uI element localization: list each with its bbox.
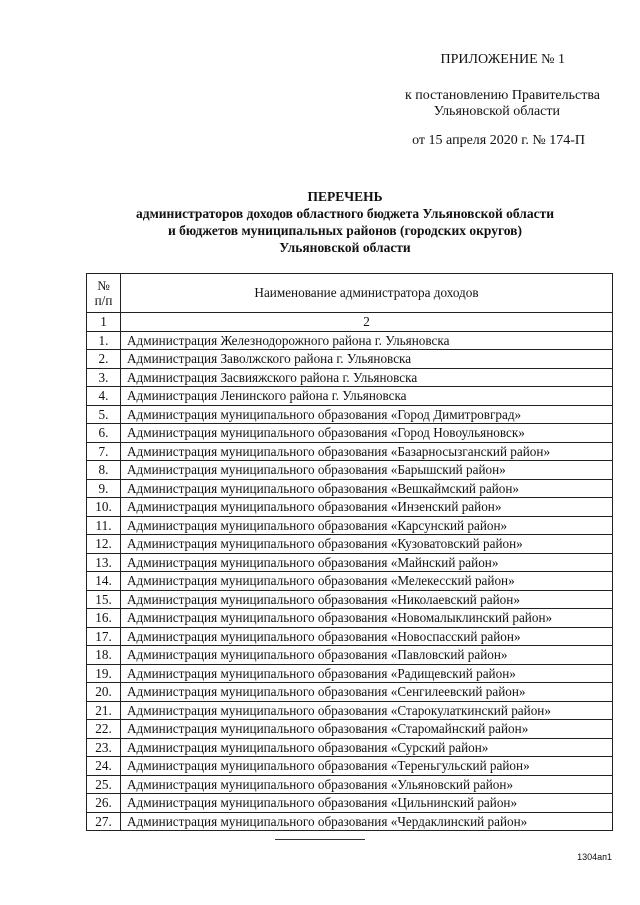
row-number: 20.	[87, 683, 121, 702]
row-number: 26.	[87, 794, 121, 813]
table-row	[87, 368, 613, 387]
row-number: 7.	[87, 442, 121, 461]
table-row	[87, 646, 613, 665]
administrator-name: Администрация муниципального образования «Город Димитровград»	[121, 405, 613, 424]
table-header-row	[87, 274, 613, 313]
row-number: 9.	[87, 479, 121, 498]
administrator-name: Администрация муниципального образования «Чердаклинский район»	[121, 812, 613, 831]
title-line-4: Ульяновской области	[279, 240, 411, 255]
administrator-name: Администрация муниципального образования «Мелекесский район»	[121, 572, 613, 591]
administrator-name: Администрация муниципального образования «Новомалыклинский район»	[121, 609, 613, 628]
table-row	[87, 535, 613, 554]
document-code: 1304ап1	[577, 852, 612, 862]
administrator-name: Администрация муниципального образования «Цильнинский район»	[121, 794, 613, 813]
administrator-name: Администрация муниципального образования «Радищевский район»	[121, 664, 613, 683]
appendix-label: ПРИЛОЖЕНИЕ № 1	[440, 52, 565, 67]
column-number-row	[87, 313, 613, 332]
administrator-name: Администрация Ленинского района г. Ульяновска	[121, 387, 613, 406]
row-number: 22.	[87, 720, 121, 739]
administrator-name: Администрация муниципального образования «Павловский район»	[121, 646, 613, 665]
row-number: 3.	[87, 368, 121, 387]
row-number: 6.	[87, 424, 121, 443]
table-row	[87, 350, 613, 369]
row-number: 16.	[87, 609, 121, 628]
administrator-name: Администрация муниципального образования «Ульяновский район»	[121, 775, 613, 794]
row-number: 17.	[87, 627, 121, 646]
header-name: Наименование администратора доходов	[121, 274, 613, 313]
administrator-name: Администрация муниципального образования «Инзенский район»	[121, 498, 613, 517]
row-number: 18.	[87, 646, 121, 665]
separator-line	[275, 839, 365, 840]
table-row	[87, 498, 613, 517]
table-row	[87, 757, 613, 776]
administrator-name: Администрация муниципального образования «Майнский район»	[121, 553, 613, 572]
resolution-ref-region: Ульяновской области	[433, 104, 560, 119]
header-num-symbol: №	[97, 278, 110, 293]
table-row	[87, 479, 613, 498]
column-number-2: 2	[121, 313, 613, 332]
row-number: 10.	[87, 498, 121, 517]
table-row	[87, 590, 613, 609]
administrator-name: Администрация муниципального образования «Карсунский район»	[121, 516, 613, 535]
table-row	[87, 664, 613, 683]
administrator-name: Администрация муниципального образования «Вешкаймский район»	[121, 479, 613, 498]
table-row	[87, 553, 613, 572]
administrator-name: Администрация муниципального образования «Николаевский район»	[121, 590, 613, 609]
administrator-name: Администрация муниципального образования «Старокулаткинский район»	[121, 701, 613, 720]
row-number: 27.	[87, 812, 121, 831]
row-number: 24.	[87, 757, 121, 776]
administrator-name: Администрация муниципального образования «Сенгилеевский район»	[121, 683, 613, 702]
table-row	[87, 405, 613, 424]
row-number: 4.	[87, 387, 121, 406]
row-number: 12.	[87, 535, 121, 554]
table-row	[87, 442, 613, 461]
row-number: 8.	[87, 461, 121, 480]
table-row	[87, 738, 613, 757]
row-number: 2.	[87, 350, 121, 369]
table-row	[87, 331, 613, 350]
document-title	[90, 188, 600, 256]
table-row	[87, 461, 613, 480]
column-number-1: 1	[87, 313, 121, 332]
table-body	[87, 331, 613, 831]
administrator-name: Администрация муниципального образования «Базарносызганский район»	[121, 442, 613, 461]
administrator-name: Администрация муниципального образования «Новоспасский район»	[121, 627, 613, 646]
administrator-name: Администрация Заволжского района г. Ульяновска	[121, 350, 613, 369]
table-row	[87, 701, 613, 720]
table-row	[87, 812, 613, 831]
administrator-name: Администрация Засвияжского района г. Ульяновска	[121, 368, 613, 387]
administrator-name: Администрация муниципального образования «Сурский район»	[121, 738, 613, 757]
administrator-name: Администрация Железнодорожного района г. Ульяновска	[121, 331, 613, 350]
table-row	[87, 572, 613, 591]
administrator-name: Администрация муниципального образования «Кузоватовский район»	[121, 535, 613, 554]
table-row	[87, 775, 613, 794]
title-line-2: администраторов доходов областного бюджета Ульяновской области	[136, 206, 554, 221]
row-number: 14.	[87, 572, 121, 591]
table-row	[87, 627, 613, 646]
administrator-name: Администрация муниципального образования «Старомайнский район»	[121, 720, 613, 739]
row-number: 13.	[87, 553, 121, 572]
administrator-name: Администрация муниципального образования «Тереньгульский район»	[121, 757, 613, 776]
table-row	[87, 794, 613, 813]
row-number: 11.	[87, 516, 121, 535]
row-number: 25.	[87, 775, 121, 794]
table-row	[87, 387, 613, 406]
table-row	[87, 424, 613, 443]
row-number: 21.	[87, 701, 121, 720]
row-number: 1.	[87, 331, 121, 350]
title-line-1: ПЕРЕЧЕНЬ	[307, 189, 383, 204]
administrator-name: Администрация муниципального образования «Барышский район»	[121, 461, 613, 480]
row-number: 15.	[87, 590, 121, 609]
administrators-table	[86, 273, 613, 831]
header-num	[87, 274, 121, 313]
table-row	[87, 683, 613, 702]
title-line-3: и бюджетов муниципальных районов (городских округов)	[168, 223, 522, 238]
administrator-name: Администрация муниципального образования «Город Новоульяновск»	[121, 424, 613, 443]
resolution-date: от 15 апреля 2020 г. № 174-П	[412, 133, 585, 148]
header-num-abbr: п/п	[94, 293, 113, 308]
row-number: 19.	[87, 664, 121, 683]
table-row	[87, 516, 613, 535]
row-number: 5.	[87, 405, 121, 424]
resolution-ref: к постановлению Правительства	[404, 88, 600, 103]
table-row	[87, 720, 613, 739]
row-number: 23.	[87, 738, 121, 757]
table-row	[87, 609, 613, 628]
